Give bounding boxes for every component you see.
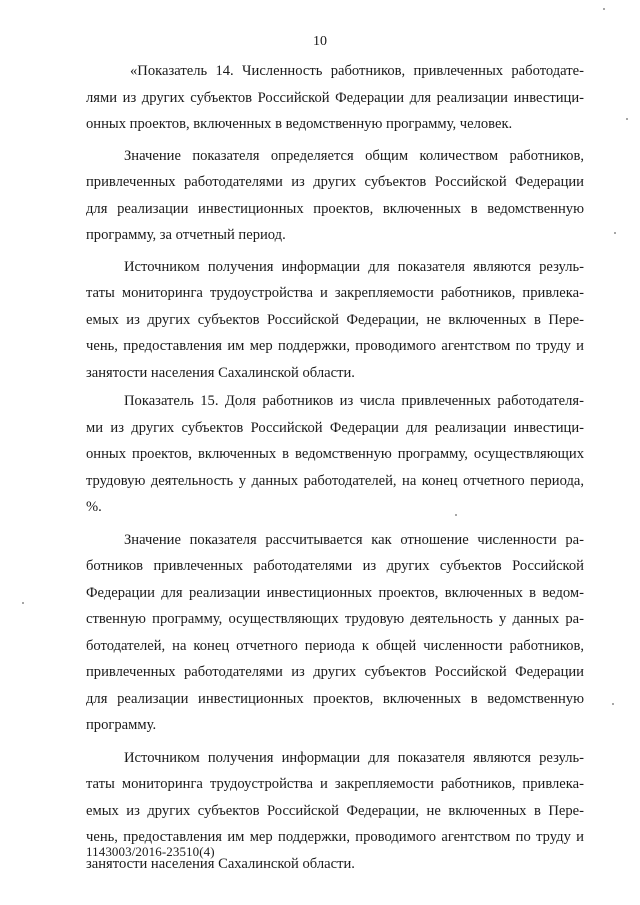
text-line: чень, предоставления им мер поддержки, проводимого агентством по труду и <box>86 829 584 845</box>
paragraph-indicator-15-value <box>86 527 584 739</box>
text-line: чень, предоставления им мер поддержки, проводимого агентством по труду и <box>86 338 584 354</box>
text-line: ботодателей, на конец отчетного периода к общей численности работников, <box>86 637 584 654</box>
scan-speck <box>612 703 614 705</box>
scan-speck <box>614 232 616 234</box>
text-line: Источником получения информации для показателя являются резуль- <box>124 258 584 275</box>
text-line: Источником получения информации для показателя являются резуль- <box>124 749 584 766</box>
paragraph-indicator-14-source <box>86 254 584 387</box>
paragraph-indicator-14-title <box>86 58 584 138</box>
text-line: Значение показателя определяется общим количеством работников, <box>124 147 584 164</box>
text-line: трудовую деятельность у данных работодателей, на конец отчетного периода, <box>86 472 584 489</box>
text-line: ственную программу, осуществляющих трудовую деятельность у данных ра- <box>86 611 584 627</box>
text-line: привлеченных работодателями из других субъектов Российской Федерации <box>86 664 584 680</box>
text-line: %. <box>86 499 102 515</box>
text-line: ми из других субъектов Российской Федерации для реализации инвестици- <box>86 419 584 436</box>
text-line: привлеченных работодателями из других субъектов Российской Федерации <box>86 174 584 190</box>
text-line: онных проектов, включенных в ведомственную программу, осуществляющих <box>86 446 584 462</box>
text-line: емых из других субъектов Российской Федерации, не включенных в Пере- <box>86 311 584 328</box>
text-line: для реализации инвестиционных проектов, включенных в ведомственную <box>86 690 584 707</box>
text-line: Показатель 15. Доля работников из числа привлеченных работодателя- <box>124 393 584 409</box>
paragraph-indicator-14-value <box>86 143 584 249</box>
text-line: онных проектов, включенных в ведомственную программу, человек. <box>86 116 513 132</box>
scan-speck <box>455 514 457 516</box>
document-code: 1143003/2016-23510(4) <box>86 844 215 859</box>
scan-speck <box>22 602 24 604</box>
page-number: 10 <box>313 34 327 49</box>
text-line: программу. <box>86 717 157 733</box>
paragraph-indicator-15-title <box>86 388 584 521</box>
text-line: занятости населения Сахалинской области. <box>86 364 355 381</box>
text-line: лями из других субъектов Российской Федерации для реализации инвестици- <box>86 89 584 106</box>
text-line: таты мониторинга трудоустройства и закрепляемости работников, привлека- <box>86 285 584 301</box>
scan-speck <box>603 8 605 10</box>
text-line: «Показатель 14. Численность работников, привлеченных работодате- <box>130 63 584 79</box>
text-line: для реализации инвестиционных проектов, включенных в ведомственную <box>86 200 584 217</box>
text-line: программу, за отчетный период. <box>86 227 286 243</box>
text-line: Федерации для реализации инвестиционных проектов, включенных в ведом- <box>86 584 584 601</box>
document-body <box>86 58 584 877</box>
text-line: емых из других субъектов Российской Федерации, не включенных в Пере- <box>86 802 584 819</box>
text-line: таты мониторинга трудоустройства и закрепляемости работников, привлека- <box>86 776 584 792</box>
text-line: Значение показателя рассчитывается как отношение численности ра- <box>124 531 584 548</box>
scan-speck <box>626 118 628 120</box>
text-line: ботников привлеченных работодателями из других субъектов Российской <box>86 558 584 574</box>
text-line: занятости населения Сахалинской области. <box>86 855 355 872</box>
